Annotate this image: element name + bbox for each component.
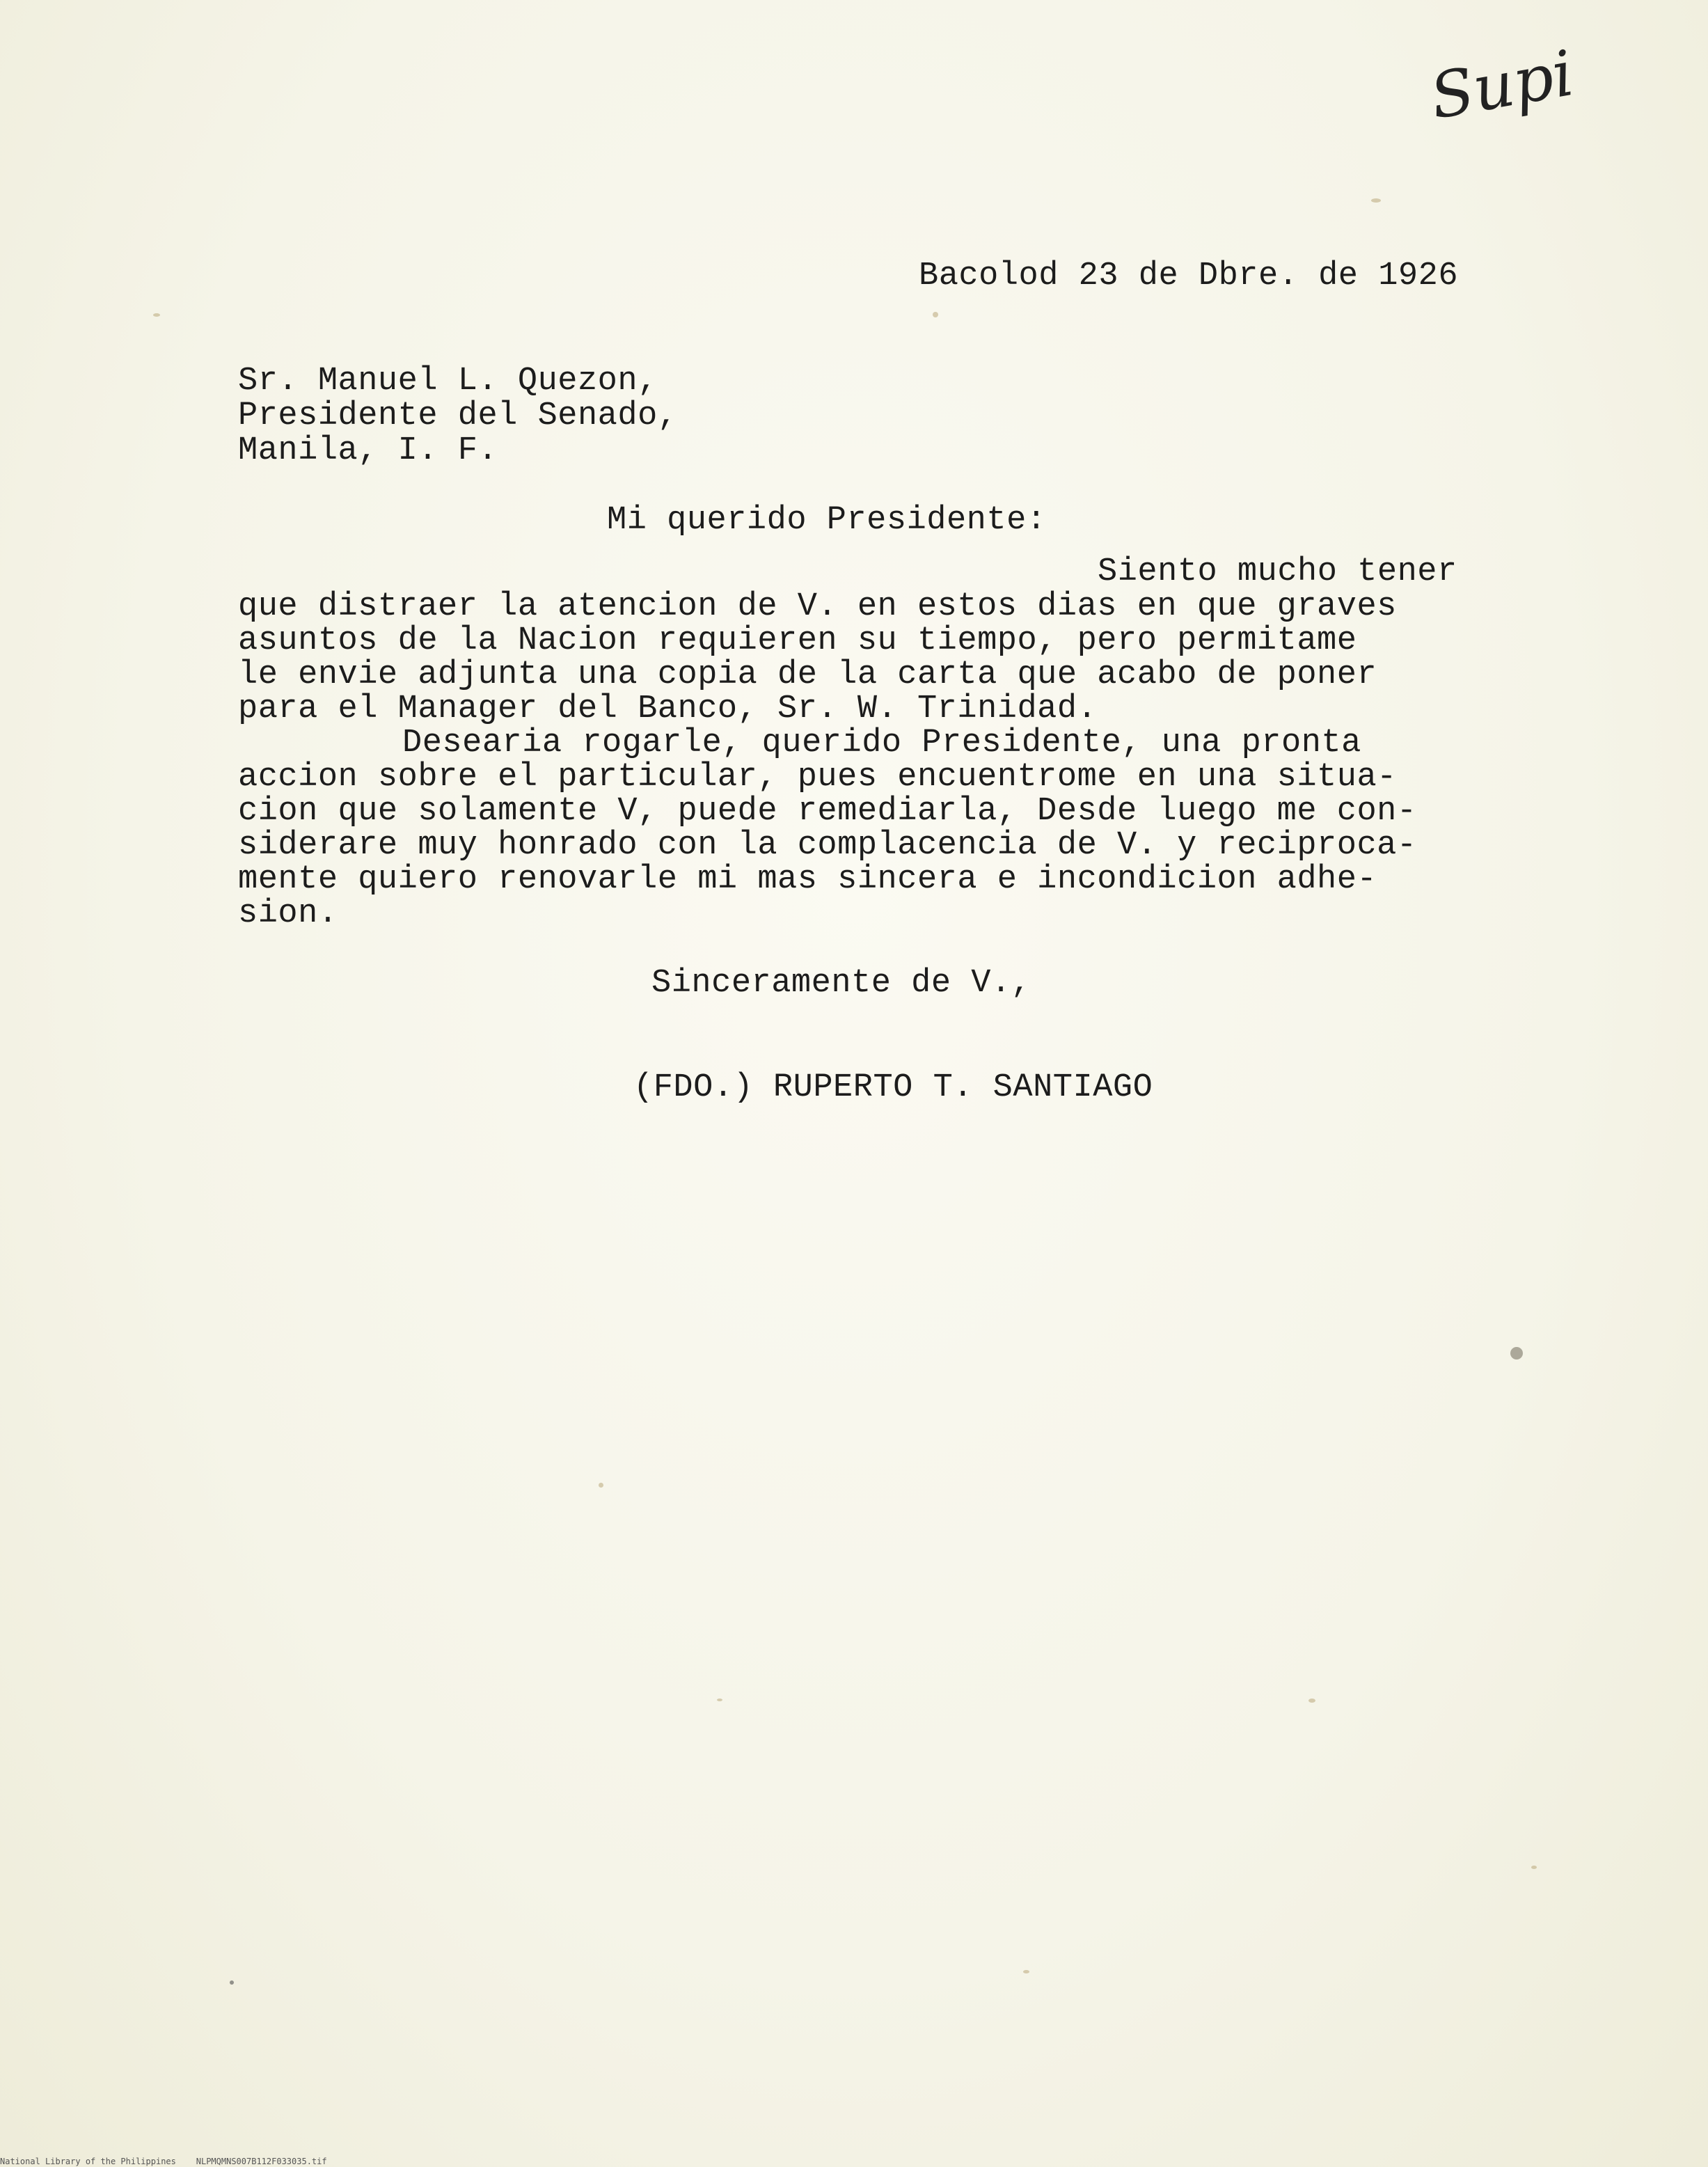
archive-label: National Library of the Philippines NLPMQMNS007B112F033035.tif	[0, 2157, 327, 2166]
body-line: sion.	[238, 895, 338, 932]
body-line: siderare muy honrado con la complacencia de V. y reciproca-	[238, 827, 1417, 864]
closing: Sinceramente de V.,	[651, 965, 1031, 1002]
body-line: accion sobre el particular, pues encuentrome en una situa-	[238, 759, 1397, 796]
body-line: le envie adjunta una copia de la carta que acabo de poner	[238, 656, 1377, 693]
paper-speck	[1531, 1866, 1537, 1869]
paper-speck	[1308, 1699, 1315, 1703]
body-line: mente quiero renovarle mi mas sincera e incondicion adhe-	[238, 861, 1377, 898]
body-line: Desearia rogarle, querido Presidente, una pronta	[402, 725, 1361, 762]
body-line: Siento mucho tener	[1098, 553, 1457, 590]
recipient-line-3: Manila, I. F.	[238, 432, 498, 469]
paper-speck	[1371, 198, 1381, 203]
recipient-line-2: Presidente del Senado,	[238, 397, 678, 434]
paper-speck	[717, 1699, 722, 1701]
paper-speck	[599, 1483, 603, 1488]
paper-speck	[933, 312, 938, 317]
paper-speck	[153, 313, 160, 317]
body-line: que distraer la atencion de V. en estos dias en que graves	[238, 588, 1397, 625]
body-line: para el Manager del Banco, Sr. W. Trinidad.	[238, 691, 1098, 727]
handwritten-note: Supi	[1425, 36, 1579, 134]
body-line: cion que solamente V, puede remediarla, Desde luego me con-	[238, 793, 1417, 830]
date-line: Bacolod 23 de Dbre. de 1926	[919, 258, 1459, 294]
paper-speck	[230, 1980, 234, 1985]
signature: (FDO.) RUPERTO T. SANTIAGO	[633, 1069, 1153, 1106]
body-line: asuntos de la Nacion requieren su tiempo, pero permitame	[238, 622, 1357, 659]
recipient-line-1: Sr. Manuel L. Quezon,	[238, 363, 658, 400]
paper-speck	[1510, 1347, 1523, 1360]
paper-speck	[1023, 1970, 1029, 1973]
salutation: Mi querido Presidente:	[607, 502, 1047, 539]
